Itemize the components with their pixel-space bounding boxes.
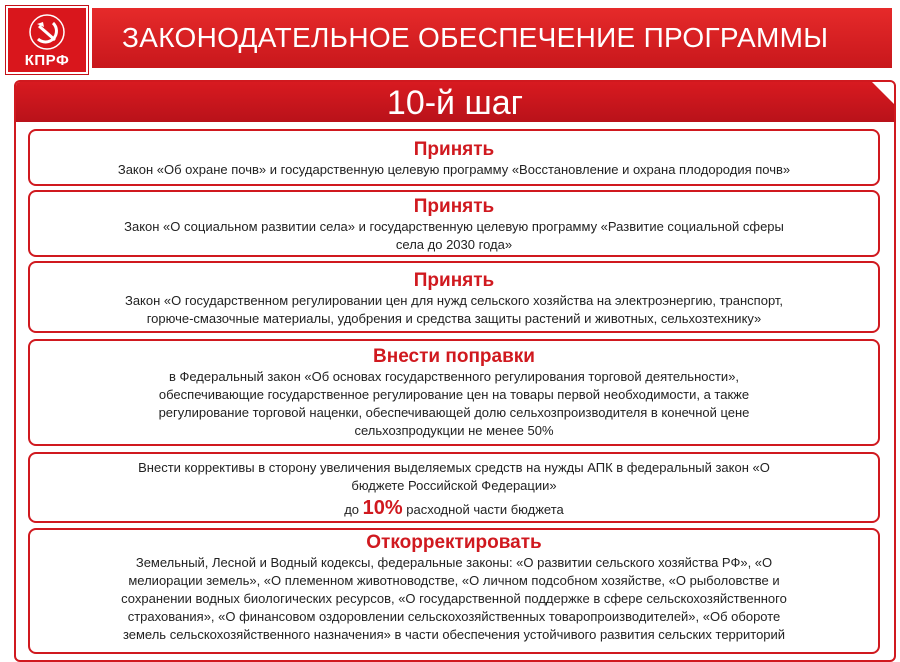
item-heading: Принять xyxy=(413,139,495,160)
item-box-5 xyxy=(28,452,880,523)
corner-fold xyxy=(872,82,894,104)
item-line: мелиорации земель», «О племенном животноводстве, «О личном подсобном хозяйстве, «О рыболовстве и xyxy=(128,573,780,588)
item-box-4 xyxy=(28,339,880,446)
item-line: в Федеральный закон «Об основах государственного регулирования торговой деятельности», xyxy=(168,369,740,384)
item-line: регулирование торговой наценки, обеспечивающей долю сельхозпроизводителя в конечной цене xyxy=(158,405,750,420)
item-line: Закон «О государственном регулировании цен для нужд сельского хозяйства на электроэнергию, транспорт, xyxy=(124,293,784,308)
logo-text: КПРФ xyxy=(24,52,70,69)
item-heading: Откорректировать xyxy=(366,532,542,553)
item-line: сохранении водных биологических ресурсов, «О государственной поддержке в сфере сельскохозяйственного xyxy=(121,591,787,606)
item-text xyxy=(30,161,878,179)
item-heading: Внести поправки xyxy=(373,346,535,367)
item-text xyxy=(30,292,878,328)
step-bar xyxy=(16,82,894,122)
item-box-6 xyxy=(28,528,880,654)
item-heading: Принять xyxy=(413,196,495,217)
budget-line xyxy=(40,495,868,523)
hammer-sickle-icon xyxy=(28,13,66,51)
item-line: Закон «Об охране почв» и государственную целевую программу «Восстановление и охрана плодородия почв» xyxy=(117,162,791,177)
title-bar xyxy=(92,8,892,68)
item-line: земель сельскохозяйственного назначения» в части обеспечения устойчивого развития сельских территорий xyxy=(122,627,786,642)
item-box-3 xyxy=(28,261,880,333)
item-text xyxy=(30,554,878,644)
budget-suffix: расходной части бюджета xyxy=(402,502,564,517)
item-text xyxy=(30,459,878,523)
item-line: обеспечивающие государственное регулирование цен на товары первой необходимости, а также xyxy=(158,387,750,402)
kprf-logo xyxy=(6,6,88,74)
item-box-2 xyxy=(28,190,880,257)
item-box-1 xyxy=(28,129,880,186)
item-line: горюче-смазочные материалы, удобрения и средства защиты растений и животных, сельхозтехнику» xyxy=(146,311,762,326)
item-heading: Принять xyxy=(413,270,495,291)
item-line: страхования», «О финансовом оздоровлении сельскохозяйственных товаропроизводителей», «Об обороте xyxy=(127,609,781,624)
budget-percent: 10% xyxy=(362,497,403,519)
item-line: Закон «О социальном развитии села» и государственную целевую программу «Развитие социальной сферы xyxy=(124,219,784,234)
item-line: Внести коррективы в сторону увеличения выделяемых средств на нужды АПК в федеральный закон «О xyxy=(138,460,770,475)
item-line: Земельный, Лесной и Водный кодексы, федеральные законы: «О развитии сельского хозяйства РФ», «О xyxy=(135,555,773,570)
item-text xyxy=(30,368,878,440)
item-line: бюджете Российской Федерации» xyxy=(351,478,557,493)
header xyxy=(0,0,900,74)
item-line: сельхозпродукции не менее 50% xyxy=(354,423,554,438)
budget-prefix: до xyxy=(344,502,363,517)
item-text xyxy=(30,218,878,254)
page-title: ЗАКОНОДАТЕЛЬНОЕ ОБЕСПЕЧЕНИЕ ПРОГРАММЫ xyxy=(122,22,829,53)
item-line: села до 2030 года» xyxy=(395,237,513,252)
step-title: 10-й шаг xyxy=(386,84,524,122)
